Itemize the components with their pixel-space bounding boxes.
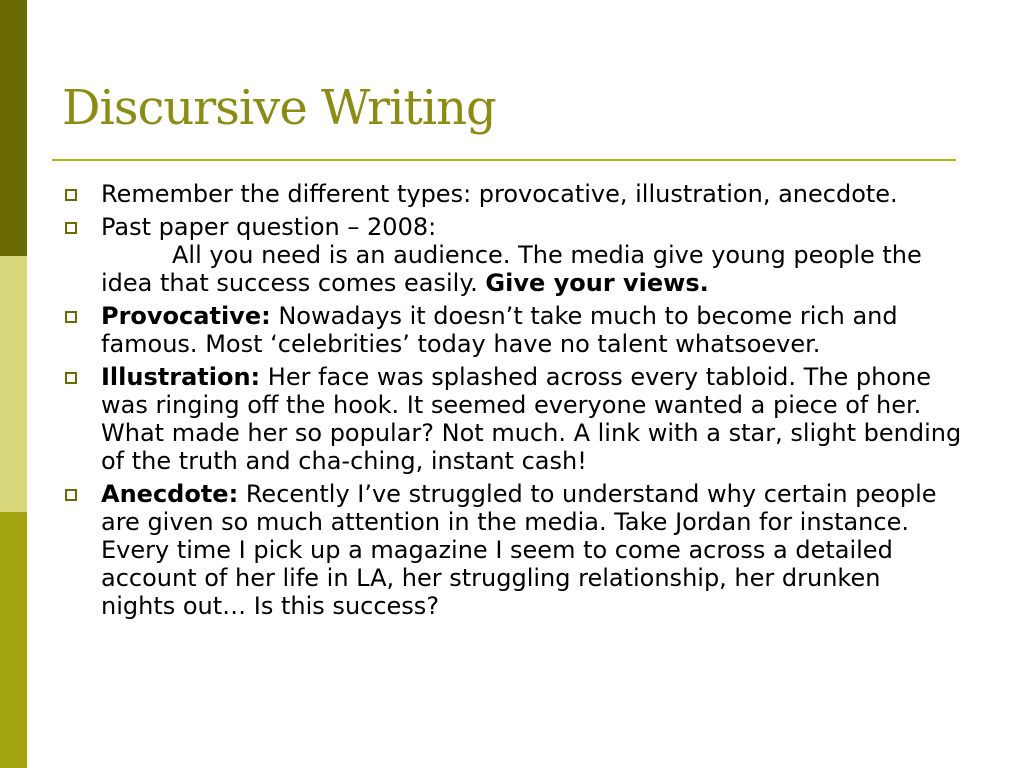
bullet-item-provocative — [62, 302, 962, 358]
bullet-text: Nowadays it doesn’t take much to become rich and famous. Most ‘celebrities’ today have no talent whatsoever. — [101, 302, 898, 358]
side-bar-dark — [0, 0, 27, 256]
square-bullet-icon — [65, 189, 77, 201]
square-bullet-icon — [65, 489, 77, 501]
bullet-text: Recently I’ve struggled to understand why certain people are given so much attention in the media. Take Jordan for instance. Every time I pick up a magazine I seem to come across a detailed account of her life in LA, her struggling relationship, her drunken nights out… Is this success? — [101, 480, 937, 620]
side-bar-light — [0, 256, 27, 512]
slide-title: Discursive Writing — [62, 80, 496, 136]
side-bar-medium — [0, 512, 27, 768]
bullet-label: Anecdote: — [101, 480, 239, 508]
question-instruction: Give your views. — [485, 269, 709, 297]
square-bullet-icon — [65, 311, 77, 323]
bullet-item-illustration — [62, 363, 962, 475]
bullet-item-anecdote — [62, 480, 962, 620]
bullet-heading: Past paper question – 2008: — [101, 213, 437, 241]
bullet-item-types — [62, 180, 962, 208]
bullet-label: Provocative: — [101, 302, 271, 330]
bullet-text: Remember the different types: provocative, illustration, anecdote. — [101, 180, 898, 208]
title-divider — [52, 159, 956, 161]
square-bullet-icon — [65, 372, 77, 384]
bullet-text: Her face was splashed across every tabloid. The phone was ringing off the hook. It seemed everyone wanted a piece of her. What made her so popular? Not much. A link with a star, slight bending of the truth and cha-ching, instant cash! — [101, 363, 962, 475]
bullet-item-past-paper — [62, 213, 962, 297]
bullet-list — [62, 180, 962, 625]
question-text: All you need is an audience. The media give young people the idea that success comes easily. — [101, 241, 922, 297]
square-bullet-icon — [65, 222, 77, 234]
bullet-label: Illustration: — [101, 363, 261, 391]
